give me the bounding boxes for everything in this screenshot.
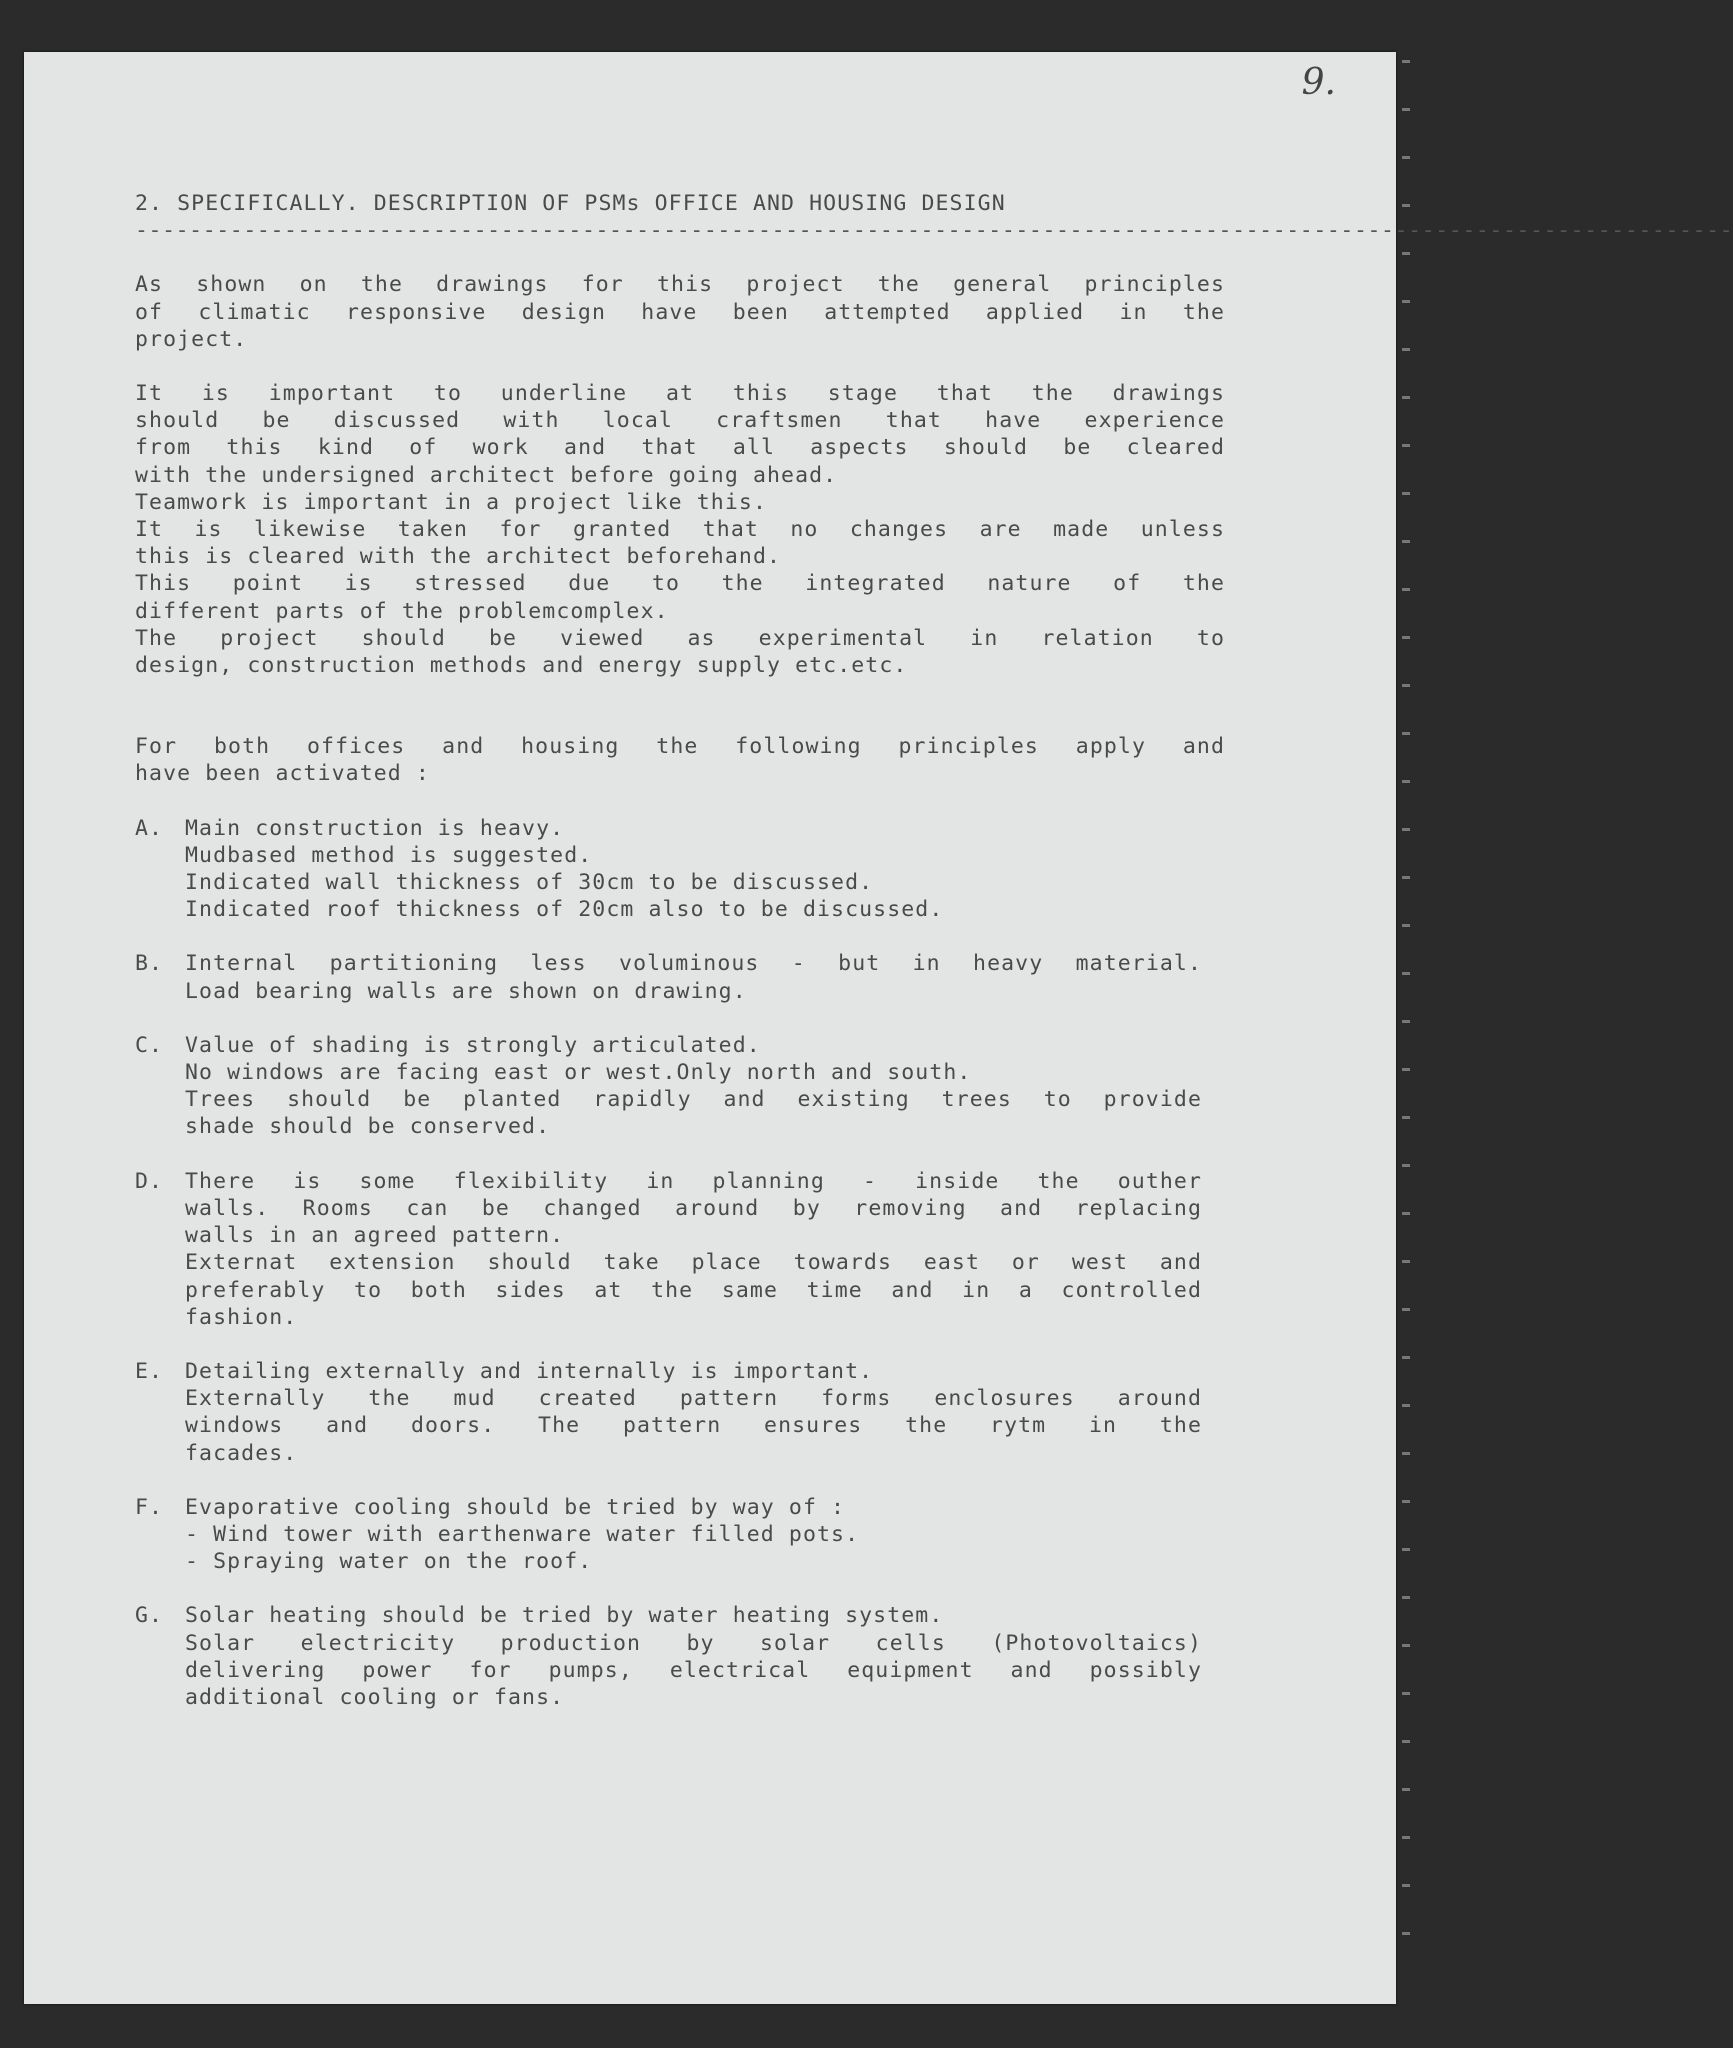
text-line: It is important to underline at this stage that the drawings — [135, 381, 1225, 407]
edge-mark — [1402, 252, 1410, 255]
principle-a — [135, 815, 1225, 924]
text-line: Indicated wall thickness of 30cm to be discussed. — [185, 870, 874, 896]
item-letter: E. — [135, 1358, 164, 1384]
edge-mark — [1402, 732, 1410, 735]
principle-e — [135, 1358, 1225, 1467]
edge-mark — [1402, 636, 1410, 639]
edge-mark — [1402, 1164, 1410, 1167]
edge-mark — [1402, 1212, 1410, 1215]
principle-d — [135, 1168, 1225, 1331]
text-line: Value of shading is strongly articulated. — [185, 1032, 761, 1058]
text-line: additional cooling or fans. — [185, 1684, 565, 1710]
edge-mark — [1402, 1020, 1410, 1023]
text-line: Trees should be planted rapidly and existing trees to provide — [185, 1087, 1202, 1113]
edge-mark — [1402, 1692, 1410, 1695]
item-letter: A. — [135, 815, 164, 841]
edge-mark — [1402, 348, 1410, 351]
text-line: have been activated : — [135, 761, 430, 787]
text-line: - Spraying water on the roof. — [185, 1549, 593, 1575]
edge-mark — [1402, 780, 1410, 783]
item-letter: F. — [135, 1494, 164, 1520]
section-title: 2. SPECIFICALLY. DESCRIPTION OF PSMs OFFICE AND HOUSING DESIGN — [135, 191, 1006, 216]
edge-mark — [1402, 204, 1410, 207]
edge-mark — [1402, 1788, 1410, 1791]
intro-paragraph-1 — [135, 271, 1225, 353]
text-line: No windows are facing east or west.Only north and south. — [185, 1060, 972, 1086]
principle-g — [135, 1602, 1225, 1711]
edge-mark — [1402, 1068, 1410, 1071]
edge-mark — [1402, 1452, 1410, 1455]
text-line: walls in an agreed pattern. — [185, 1223, 565, 1249]
edge-mark — [1402, 1932, 1410, 1935]
title-underline: ---------------------------------------------------------------------------------------------------------------------- — [135, 218, 1733, 244]
item-letter: B. — [135, 951, 164, 977]
text-line: The project should be viewed as experimental in relation to — [135, 625, 1225, 651]
principle-b — [135, 950, 1225, 1004]
item-letter: D. — [135, 1168, 164, 1194]
edge-mark — [1402, 828, 1410, 831]
text-line: windows and doors. The pattern ensures the rytm in the — [185, 1413, 1202, 1439]
edge-mark — [1402, 972, 1410, 975]
edge-mark — [1402, 1644, 1410, 1647]
edge-mark — [1402, 1404, 1410, 1407]
edge-mark — [1402, 156, 1410, 159]
edge-mark — [1402, 1740, 1410, 1743]
item-letter: G. — [135, 1603, 164, 1629]
edge-mark — [1402, 108, 1410, 111]
edge-mark — [1402, 1836, 1410, 1839]
intro-paragraph-2 — [135, 380, 1225, 679]
edge-mark — [1402, 1308, 1410, 1311]
text-line: There is some flexibility in planning - inside the outher — [185, 1168, 1202, 1194]
edge-mark — [1402, 1596, 1410, 1599]
edge-mark — [1402, 1260, 1410, 1263]
edge-mark — [1402, 684, 1410, 687]
text-line: design, construction methods and energy supply etc.etc. — [135, 653, 908, 679]
edge-mark — [1402, 492, 1410, 495]
text-line: facades. — [185, 1440, 298, 1466]
edge-mark — [1402, 300, 1410, 303]
text-line: Solar heating should be tried by water heating system. — [185, 1603, 944, 1629]
text-line: project. — [135, 326, 248, 352]
text-line: This point is stressed due to the integrated nature of the — [135, 571, 1225, 597]
text-line: As shown on the drawings for this project the general principles — [135, 272, 1225, 298]
principle-c — [135, 1032, 1225, 1141]
text-line: delivering power for pumps, electrical equipment and possibly — [185, 1657, 1202, 1683]
text-line: fashion. — [185, 1304, 298, 1330]
text-line: Main construction is heavy. — [185, 815, 565, 841]
text-line: Load bearing walls are shown on drawing. — [185, 978, 747, 1004]
edge-mark — [1402, 924, 1410, 927]
edge-mark — [1402, 444, 1410, 447]
text-line: Internal partitioning less voluminous - but in heavy material. — [185, 951, 1202, 977]
text-line: with the undersigned architect before going ahead. — [135, 462, 838, 488]
document-body — [135, 190, 1733, 1711]
item-letter: C. — [135, 1032, 164, 1058]
text-line: should be discussed with local craftsmen that have experience — [135, 408, 1225, 434]
text-line: walls. Rooms can be changed around by removing and replacing — [185, 1195, 1202, 1221]
edge-mark — [1402, 1116, 1410, 1119]
text-line: Evaporative cooling should be tried by way of : — [185, 1494, 846, 1520]
text-line: Externally the mud created pattern forms enclosures around — [185, 1386, 1202, 1412]
text-line: this is cleared with the architect beforehand. — [135, 544, 782, 570]
edge-mark — [1402, 1548, 1410, 1551]
text-line: It is likewise taken for granted that no changes are made unless — [135, 517, 1225, 543]
text-line: For both offices and housing the following principles apply and — [135, 734, 1225, 760]
text-line: Mudbased method is suggested. — [185, 842, 593, 868]
text-line: Indicated roof thickness of 20cm also to be discussed. — [185, 897, 944, 923]
edge-mark — [1402, 876, 1410, 879]
edge-mark — [1402, 1500, 1410, 1503]
text-line: - Wind tower with earthenware water filled pots. — [185, 1521, 860, 1547]
edge-mark — [1402, 588, 1410, 591]
text-line: Externat extension should take place towards east or west and — [185, 1250, 1202, 1276]
text-line: shade should be conserved. — [185, 1114, 551, 1140]
text-line: Detailing externally and internally is important. — [185, 1358, 874, 1384]
text-line: different parts of the problemcomplex. — [135, 598, 669, 624]
intro-paragraph-3 — [135, 733, 1225, 787]
page-number: 9. — [1301, 62, 1336, 103]
text-line: Solar electricity production by solar cells (Photovoltaics) — [185, 1630, 1202, 1656]
principle-f — [135, 1494, 1225, 1576]
edge-mark — [1402, 396, 1410, 399]
page-edge-marks — [1400, 60, 1412, 2000]
edge-mark — [1402, 1884, 1410, 1887]
edge-mark — [1402, 540, 1410, 543]
text-line: Teamwork is important in a project like this. — [135, 489, 767, 515]
text-line: of climatic responsive design have been attempted applied in the — [135, 299, 1225, 325]
edge-mark — [1402, 60, 1410, 63]
text-line: preferably to both sides at the same time and in a controlled — [185, 1277, 1202, 1303]
edge-mark — [1402, 1356, 1410, 1359]
text-line: from this kind of work and that all aspects should be cleared — [135, 435, 1225, 461]
